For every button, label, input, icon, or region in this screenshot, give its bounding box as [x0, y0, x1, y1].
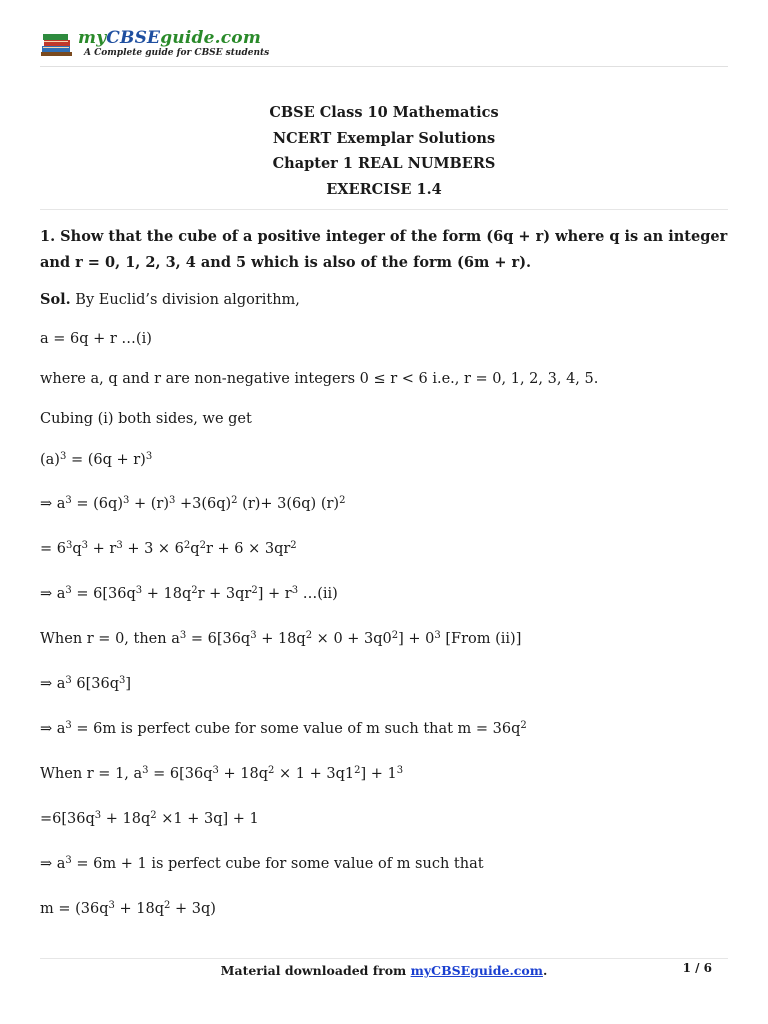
solution-line: ⇒ $a^3 = (6q)^3 + (r)^3 +3(6q)^2$ (r)+ 3(6q) $(r)^2$: [40, 495, 346, 512]
solution-line: When r = 0, then $a^3 = 6[36q^3 + 18q^2 \times 0 + 3q0^2] + 0^3$ [From (ii)]: [40, 630, 522, 647]
title-divider: [40, 209, 728, 210]
solution-intro: [40, 290, 728, 310]
document-body: [40, 224, 728, 919]
page-number: 1 / 6: [682, 961, 712, 975]
footer-suffix: .: [542, 963, 548, 978]
solution-line: ⇒ $a^3 = 6[36q^3 + 18q^2r + 3qr^2] + r^3$ …(ii): [40, 585, 338, 602]
solution-line: where a, q and r are non-negative integers 0 ≤ r < 6 i.e., r = 0, 1, 2, 3, 4, 5.: [40, 371, 599, 387]
title-chapter: Chapter 1 REAL NUMBERS: [272, 155, 496, 173]
solution-line: ⇒ $a^3 = 6m + 1$ is perfect cube for some value of m such that: [40, 855, 484, 872]
solution-line: = $6^3q^3 + r^3 + 3 \times 6^2q^2r + 6 \times 3qr^2$: [40, 540, 297, 557]
solution-line: a = 6q + r …(i): [40, 331, 152, 347]
footer-prefix: Material downloaded from: [220, 963, 411, 978]
solution-line: ⇒ $a^3 = 6m$ is perfect cube for some value of m such that $m = 36q^2$: [40, 720, 527, 737]
solution-line: Cubing (i) both sides, we get: [40, 411, 252, 427]
sol-intro-text: By Euclid’s division algorithm,: [70, 292, 300, 308]
logo-wordmark: myCBSEguide.com: [78, 28, 262, 48]
title-exercise: EXERCISE 1.4: [326, 180, 442, 198]
solution-line: $(a)^3 = (6q + r)^3$: [40, 451, 153, 468]
footer-link[interactable]: myCBSEguide.com: [410, 963, 543, 978]
solution-line: $m = (36q^3 + 18q^2 + 3q)$: [40, 900, 216, 917]
solution-line: When r = 1, $a^3 = 6[36q^3 + 18q^2 \times 1 + 3q1^2] + 1^3$: [40, 765, 404, 782]
solution-line: $=6[36q^3 + 18q^2 \times 1 + 3q] + 1$: [40, 810, 259, 827]
footer-divider: [40, 958, 728, 959]
books-icon: [40, 30, 74, 58]
title-class: CBSE Class 10 Mathematics: [269, 104, 499, 121]
page-footer: [40, 963, 728, 978]
page-header: [40, 22, 728, 67]
document-title-block: [40, 100, 728, 202]
solution-line: ⇒ $a^3$ $6[36q^3]$: [40, 675, 132, 692]
logo-tagline: A Complete guide for CBSE students: [84, 48, 270, 58]
site-logo[interactable]: [40, 26, 300, 66]
sol-label: Sol.: [40, 291, 71, 308]
question-text: 1. Show that the cube of a positive integer of the form (6q + r) where q is an integer and r = 0, 1, 2, 3, 4 and 5 which is also of the form (6m + r).: [40, 228, 728, 271]
title-exemplar: NCERT Exemplar Solutions: [272, 129, 496, 147]
